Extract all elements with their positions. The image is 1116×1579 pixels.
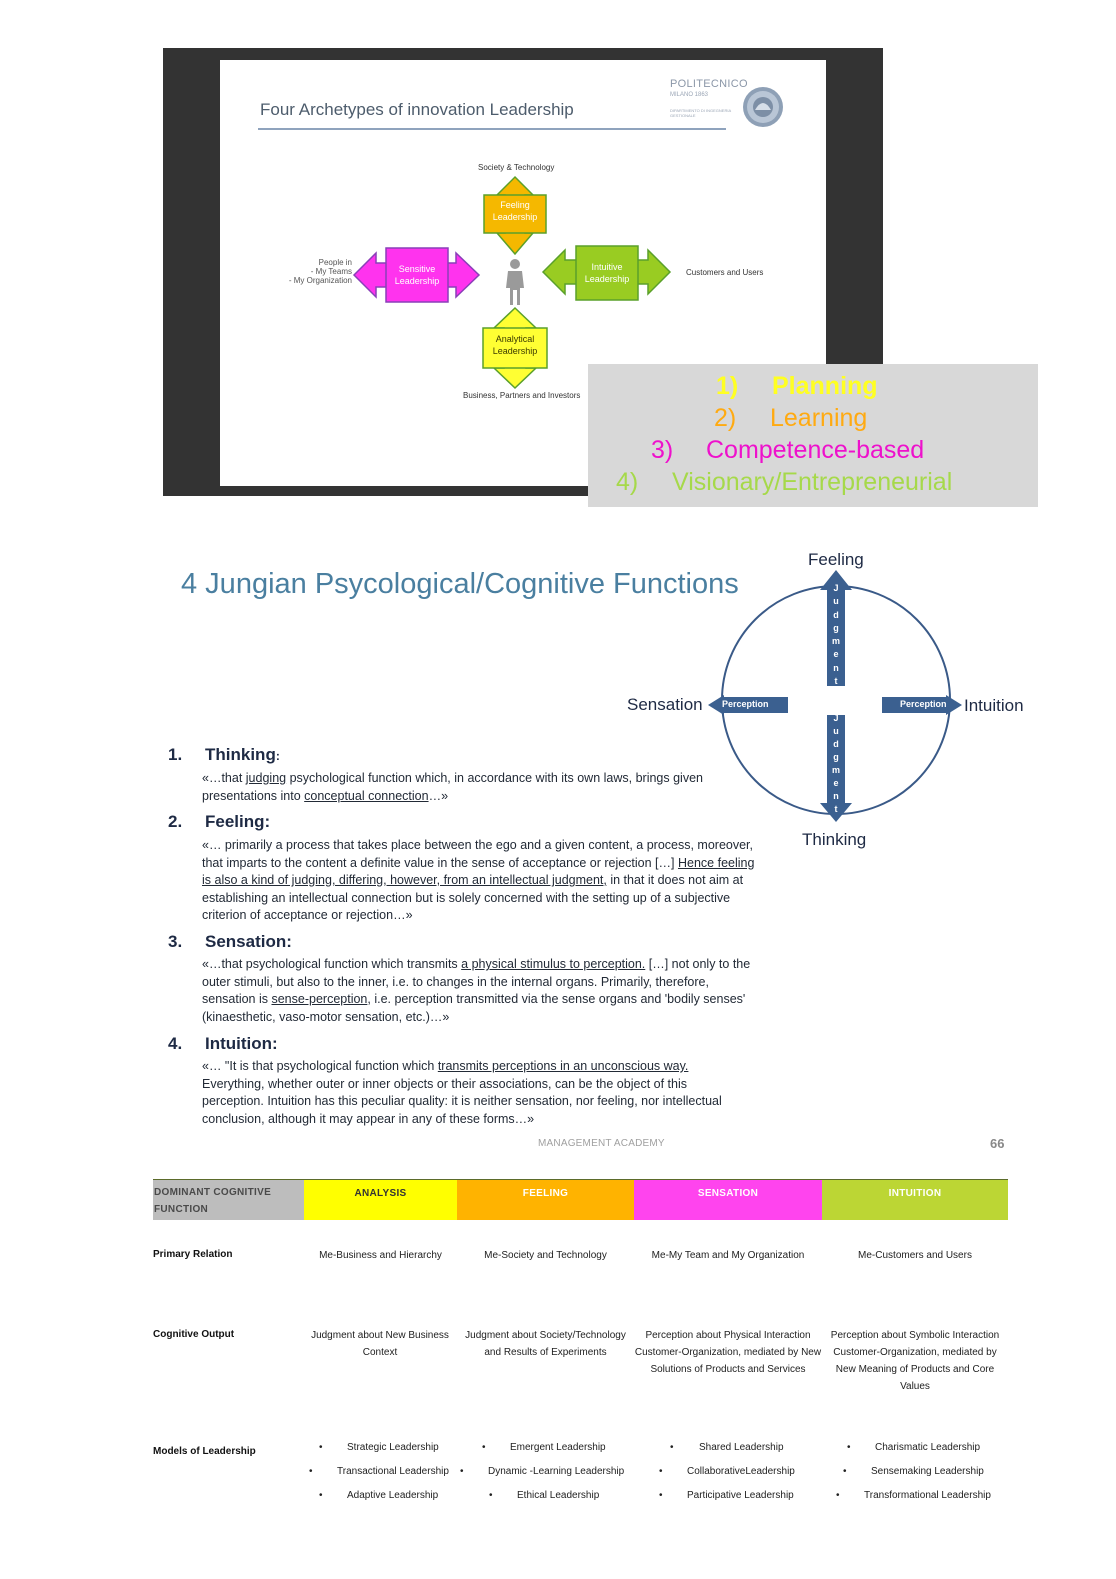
bullet-icon: • <box>489 1490 493 1501</box>
cell-output-sensation: Perception about Physical Interaction Customer-Organization, mediated by New Solutions of Products and Services <box>634 1330 822 1375</box>
header-dominant-function: DOMINANT COGNITIVE FUNCTION <box>153 1180 304 1220</box>
judgment-letter: d <box>833 609 839 620</box>
logo-name: POLITECNICO <box>670 78 748 90</box>
analytical-leadership-label: Analytical Leadership <box>492 334 538 356</box>
judgment-letter: J <box>833 713 839 723</box>
row-label-models-leadership: Models of Leadership <box>153 1446 256 1457</box>
leadership-sensation-1: Shared Leadership <box>699 1442 784 1453</box>
perception-label-right: Perception <box>900 699 947 709</box>
perception-label-left: Perception <box>722 699 769 709</box>
list-item-4-num: 4) <box>616 468 639 496</box>
cell-primary-sensation: Me-My Team and My Organization <box>651 1250 805 1261</box>
function-1-number: 1. <box>168 745 183 764</box>
judgment-letter: J <box>833 583 839 593</box>
judgment-letter: m <box>831 765 840 775</box>
function-4-number: 4. <box>168 1034 183 1053</box>
slide-title: Four Archetypes of innovation Leadership <box>260 100 574 119</box>
bullet-icon: • <box>847 1442 851 1453</box>
label-customers-users: Customers and Users <box>686 268 764 277</box>
label-business-partners: Business, Partners and Investors <box>463 391 581 400</box>
cell-primary-feeling: Me-Society and Technology <box>484 1250 607 1261</box>
leadership-analysis-3: Adaptive Leadership <box>347 1490 439 1501</box>
row-label-cognitive-output: Cognitive Output <box>153 1329 235 1340</box>
list-item-2-text: Learning <box>770 404 868 432</box>
list-item-4-text: Visionary/Entrepreneurial <box>672 468 953 496</box>
diagram-label-feeling: Feeling <box>808 550 864 569</box>
function-3-heading: Sensation: <box>205 932 292 951</box>
leadership-analysis-2: Transactional Leadership <box>337 1466 449 1477</box>
judgment-label-down <box>831 712 841 816</box>
leadership-feeling-2: Dynamic -Learning Leadership <box>488 1466 625 1477</box>
list-item-1-text: Planning <box>772 372 878 400</box>
row-label-primary-relation: Primary Relation <box>153 1249 233 1260</box>
cell-primary-analysis: Me-Business and Hierarchy <box>319 1250 442 1261</box>
list-item-2-num: 2) <box>714 404 737 432</box>
judgment-letter: u <box>833 596 839 607</box>
bullet-icon: • <box>659 1466 663 1477</box>
bullet-icon: • <box>309 1466 313 1477</box>
leadership-sensation-3: Participative Leadership <box>687 1490 794 1501</box>
list-item-1-num: 1) <box>716 372 739 400</box>
function-3-number: 3. <box>168 932 183 951</box>
cell-output-intuition: Perception about Symbolic Interaction Customer-Organization, mediated by New Meaning of Products and Core Values <box>830 1330 1000 1392</box>
leadership-intuition-3: Transformational Leadership <box>864 1490 991 1501</box>
function-3-text: «…that psychological function which transmits a physical stimulus to perception. […] not only to the outer stimuli, but also to the inner, i.e. to changes in the internal organs. Primarily, therefore, sensation is sense-perception, i.e. perception transmitted via the sense organs and 'bodily senses' (kinaesthetic, vaso-motor sensation, etc.)…» <box>202 957 751 1024</box>
person-icon <box>506 259 524 305</box>
logo-department: DIPARTIMENTO DI INGEGNERIA GESTIONALE <box>670 108 731 118</box>
bullet-icon: • <box>836 1490 840 1501</box>
leadership-analysis-1: Strategic Leadership <box>347 1442 439 1453</box>
list-item-3-num: 3) <box>651 436 674 464</box>
cell-output-analysis: Judgment about New Business Context <box>311 1330 449 1358</box>
sensitive-leadership-label: Sensitive Leadership <box>394 264 440 286</box>
leadership-sensation-2: CollaborativeLeadership <box>687 1466 795 1477</box>
judgment-letter: d <box>833 739 839 749</box>
leadership-intuition-2: Sensemaking Leadership <box>871 1466 984 1477</box>
header-sensation: SENSATION <box>634 1180 822 1220</box>
label-society-technology: Society & Technology <box>478 163 555 172</box>
diagram-label-intuition: Intuition <box>964 696 1024 715</box>
bullet-icon: • <box>659 1490 663 1501</box>
intuitive-leadership-label: Intuitive Leadership <box>584 262 630 284</box>
bullet-icon: • <box>319 1490 323 1501</box>
bullet-icon: • <box>843 1466 847 1477</box>
judgment-letter: t <box>834 804 838 814</box>
leadership-intuition-1: Charismatic Leadership <box>875 1442 981 1453</box>
judgment-label-up <box>831 582 841 688</box>
diagram-label-thinking: Thinking <box>802 830 867 849</box>
judgment-letter: n <box>833 662 839 673</box>
header-feeling: FEELING <box>457 1180 634 1220</box>
logo-city: MILANO 1863 <box>670 92 709 98</box>
function-2-text: «… primarily a process that takes place between the ego and a given content, a process, moreover, that imparts to the content a definite value in the sense of acceptance or rejection […] Hence feeling is also a kind of judging, differing, however, from an intellectual judgment, in that it does not aim at establishing an intellectual connection but is solely concerned with the setting up of a subjective criterion of acceptance or rejection…» <box>202 838 755 922</box>
function-4-text: «… "It is that psychological function which transmits perceptions in an unconscious way. Everything, whether outer or inner objects or their associations, can be the object of this perception. Intuition has this peculiar quality: it is neither sensation, nor feeling, nor intellectual conclusion, although it may appear in any of these forms…» <box>202 1059 722 1126</box>
header-intuition: INTUITION <box>822 1180 1008 1220</box>
label-people: People in - My Teams - My Organization <box>288 258 352 285</box>
bullet-icon: • <box>460 1466 464 1477</box>
function-1-text: «…that judging psychological function which, in accordance with its own laws, brings given presentations into conceptual connection…» <box>202 771 703 803</box>
header-analysis: ANALYSIS <box>304 1180 457 1220</box>
bullet-icon: • <box>670 1442 674 1453</box>
bullet-icon: • <box>319 1442 323 1453</box>
function-2-number: 2. <box>168 812 183 831</box>
judgment-letter: n <box>833 791 839 801</box>
slide-title-divider <box>258 128 726 130</box>
list-item-3-text: Competence-based <box>706 436 925 464</box>
judgment-letter: g <box>833 752 839 762</box>
page-footer: MANAGEMENT ACADEMY <box>538 1138 665 1149</box>
judgment-letter: g <box>833 622 839 633</box>
function-4-heading: Intuition: <box>205 1034 278 1053</box>
function-2-heading: Feeling: <box>205 812 271 831</box>
judgment-letter: u <box>833 726 839 736</box>
judgment-letter: m <box>831 636 840 647</box>
judgment-letter: e <box>833 649 839 660</box>
diagram-label-sensation: Sensation <box>627 695 703 714</box>
leadership-feeling-1: Emergent Leadership <box>510 1442 606 1453</box>
judgment-letter: e <box>833 778 839 788</box>
feeling-leadership-label: Feeling Leadership <box>492 200 538 222</box>
cell-primary-intuition: Me-Customers and Users <box>858 1250 972 1261</box>
page-number: 66 <box>990 1136 1005 1151</box>
cell-output-feeling: Judgment about Society/Technology and Results of Experiments <box>465 1330 626 1358</box>
jungian-title: 4 Jungian Psycological/Cognitive Functions <box>181 568 739 600</box>
bullet-icon: • <box>482 1442 486 1453</box>
leadership-feeling-3: Ethical Leadership <box>517 1490 600 1501</box>
politecnico-seal-icon <box>742 86 784 128</box>
function-1-heading: Thinking: <box>205 745 280 764</box>
judgment-letter: t <box>834 676 838 687</box>
